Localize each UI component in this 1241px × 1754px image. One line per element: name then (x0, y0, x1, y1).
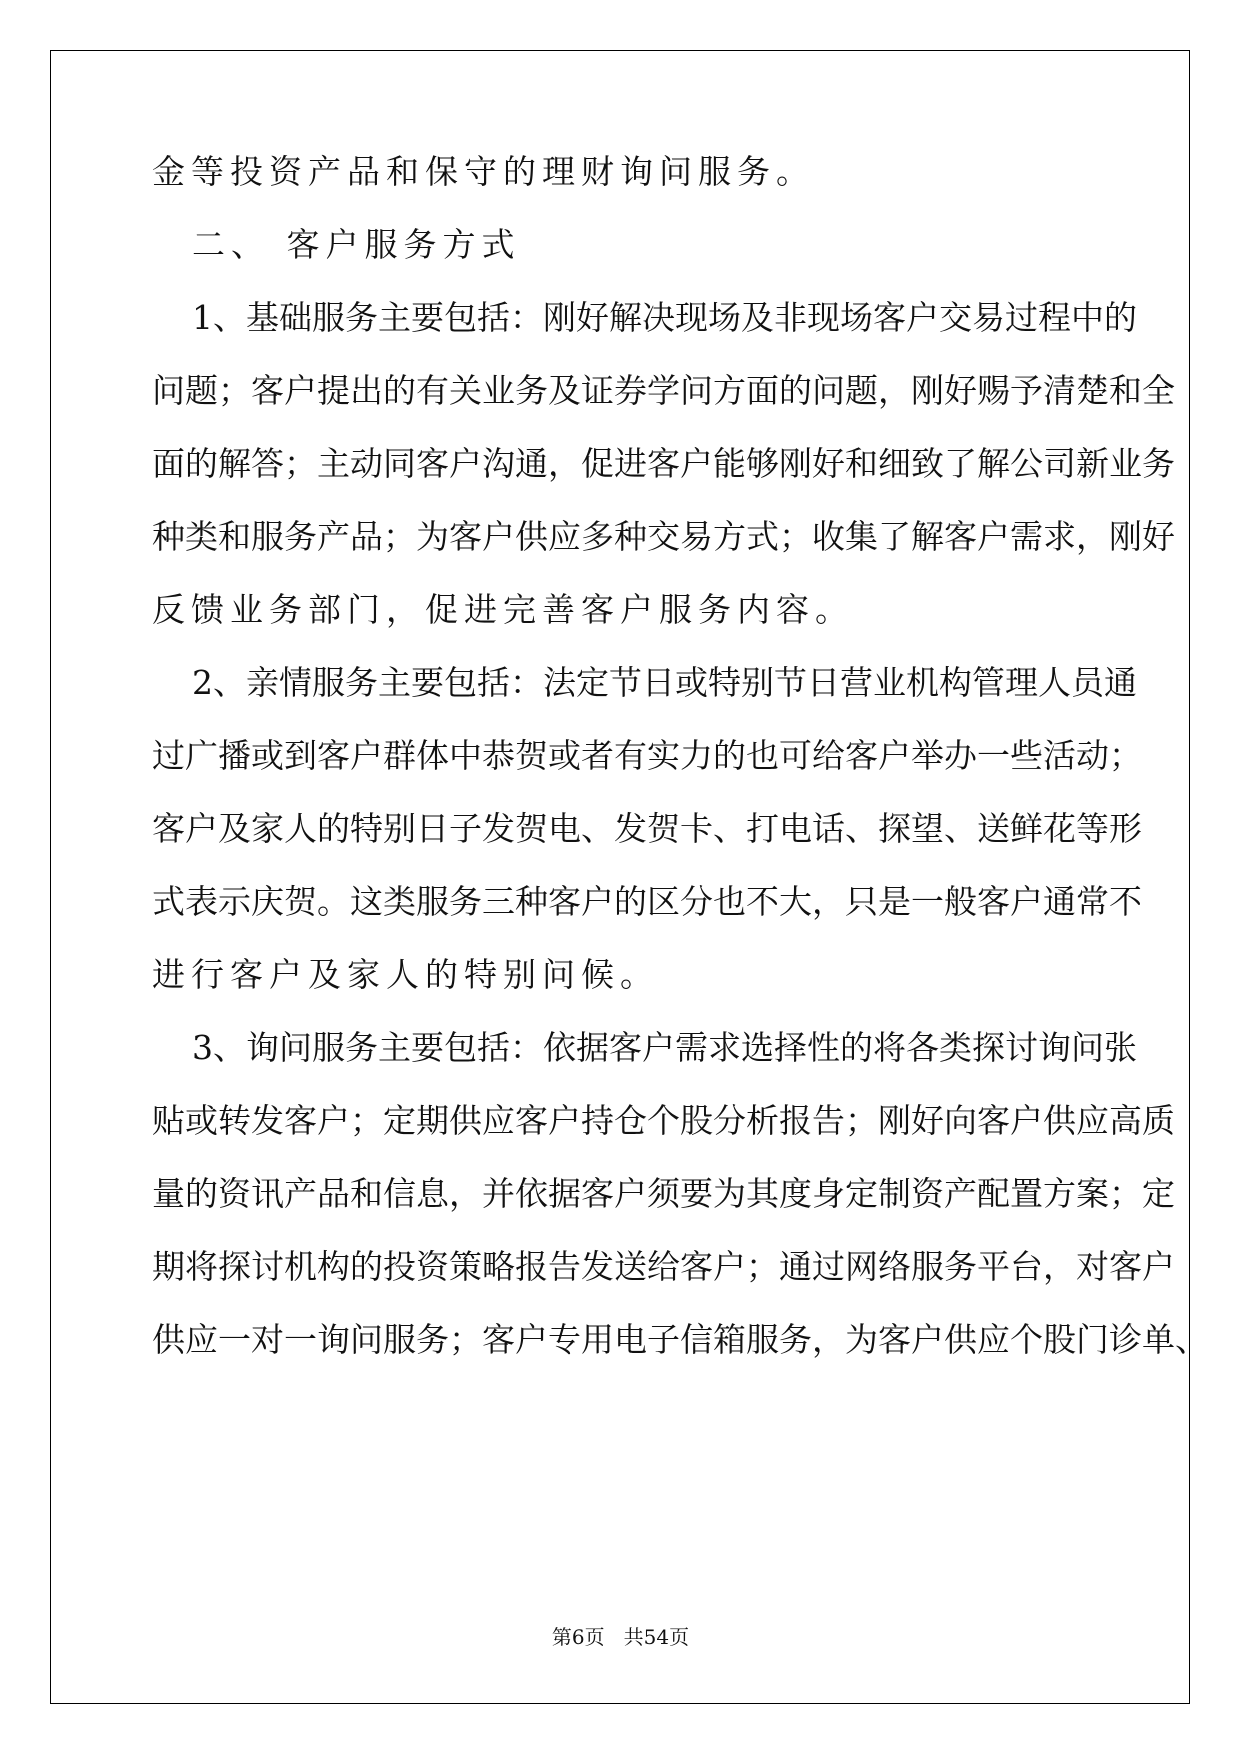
text-line: 量的资讯产品和信息，并依据客户须要为其度身定制资产配置方案；定 (152, 1174, 1175, 1213)
text-line: 贴或转发客户；定期供应客户持仓个股分析报告；刚好向客户供应高质 (152, 1101, 1175, 1140)
text-line: 3、询问服务主要包括：依据客户需求选择性的将各类探讨询问张 (192, 1028, 1137, 1067)
text-line: 金等投资产品和保守的理财询问服务。 (152, 152, 815, 191)
text-line: 反馈业务部门，促进完善客户服务内容。 (152, 590, 854, 629)
text-line: 供应一对一询问服务；客户专用电子信箱服务，为客户供应个股门诊单、 (152, 1320, 1208, 1359)
text-line: 进行客户及家人的特别问候。 (152, 955, 659, 994)
text-line: 式表示庆贺。这类服务三种客户的区分也不大，只是一般客户通常不 (152, 882, 1142, 921)
text-line: 问题；客户提出的有关业务及证券学问方面的问题，刚好赐予清楚和全 (152, 371, 1175, 410)
text-line: 期将探讨机构的投资策略报告发送给客户；通过网络服务平台，对客户 (152, 1247, 1175, 1286)
text-line: 1、基础服务主要包括：刚好解决现场及非现场客户交易过程中的 (192, 298, 1137, 337)
page-number-footer: 第6页 共54页 (551, 1625, 690, 1649)
text-line: 客户及家人的特别日子发贺电、发贺卡、打电话、探望、送鲜花等形 (152, 809, 1142, 848)
section-heading: 二、 客户服务方式 (192, 225, 521, 264)
text-line: 2、亲情服务主要包括：法定节日或特别节日营业机构管理人员通 (192, 663, 1137, 702)
text-line: 过广播或到客户群体中恭贺或者有实力的也可给客户举办一些活动； (152, 736, 1142, 775)
text-line: 面的解答；主动同客户沟通，促进客户能够刚好和细致了解公司新业务 (152, 444, 1175, 483)
text-line: 种类和服务产品；为客户供应多种交易方式；收集了解客户需求，刚好 (152, 517, 1175, 556)
